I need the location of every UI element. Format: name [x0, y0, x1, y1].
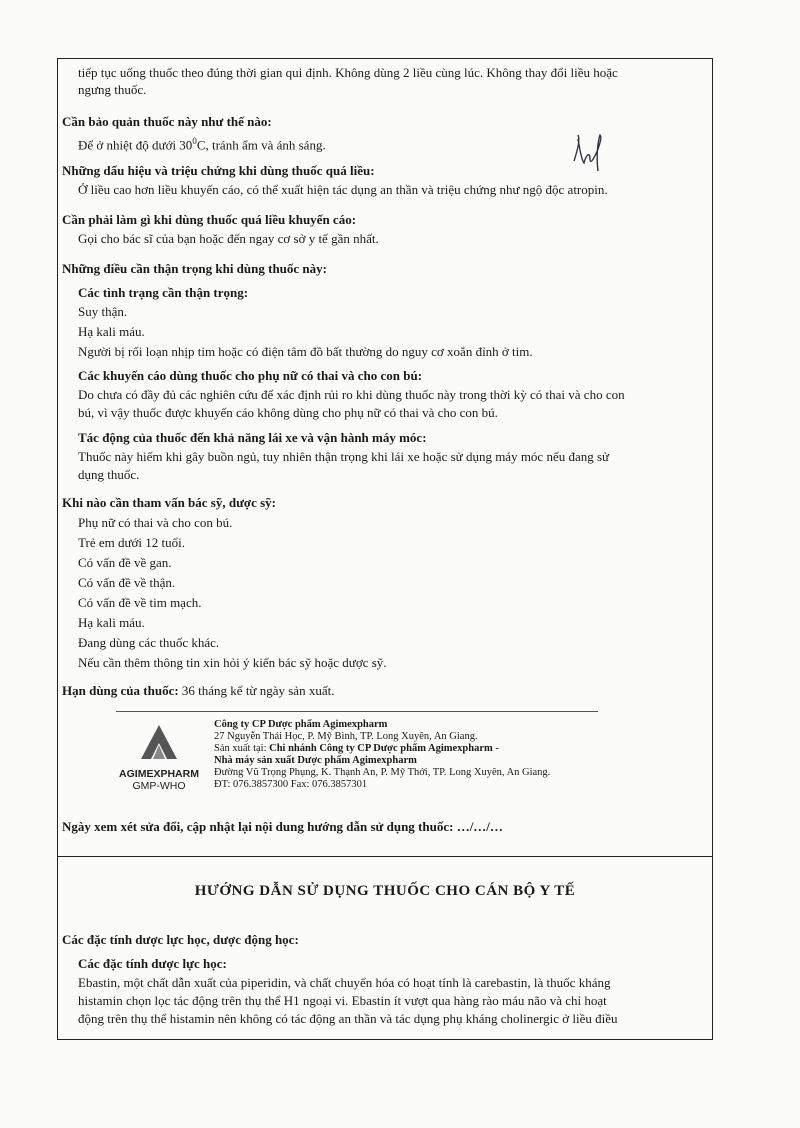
pharmacodynamics-line-1: Ebastin, một chất dẫn xuất của piperidin, và chất chuyển hóa có hoạt tính là carebastin, là thuốc kháng: [78, 975, 611, 990]
company-name: Công ty CP Dược phẩm Agimexpharm: [214, 719, 388, 730]
review-date-line: Ngày xem xét sửa đổi, cập nhật lại nội dung hướng dẫn sử dụng thuốc: …/…/…: [62, 819, 503, 834]
overdose-action-heading: Cần phải làm gì khi dùng thuốc quá liều khuyến cáo:: [62, 212, 357, 227]
consult-item: Phụ nữ có thai và cho con bú.: [78, 515, 233, 530]
production-site: Sản xuất tại: Chi nhánh Công ty CP Dược phẩm Agimexpharm -: [214, 743, 499, 754]
company-info: [214, 719, 550, 791]
healthcare-guide-title: HƯỚNG DẪN SỬ DỤNG THUỐC CHO CÁN BỘ Y TẾ: [194, 883, 576, 899]
overdose-signs-heading: Những dấu hiệu và triệu chứng khi dùng thuốc quá liều:: [62, 163, 375, 178]
factory-address: Đường Vũ Trọng Phụng, K. Thạnh An, P. Mỹ Thới, TP. Long Xuyên, An Giang.: [214, 767, 551, 778]
patient-section: [58, 59, 712, 857]
handwritten-signature: [568, 131, 612, 175]
pregnancy-line-2: bú, vì vậy thuốc được khuyến cáo không dùng cho phụ nữ có thai và cho con bú.: [78, 405, 498, 420]
precautions-heading: Những điều cần thận trọng khi dùng thuốc này:: [62, 261, 327, 276]
consult-heading: Khi nào cần tham vấn bác sỹ, dược sỹ:: [62, 495, 276, 510]
company-address: 27 Nguyễn Thái Học, P. Mỹ Bình, TP. Long Xuyên, An Giang.: [214, 731, 478, 742]
factory-name: Nhà máy sản xuất Dược phẩm Agimexpharm: [214, 755, 417, 766]
consult-item: Nếu cần thêm thông tin xin hỏi ý kiến bác sỹ hoặc dược sỹ.: [78, 655, 387, 670]
storage-heading: Cần bảo quản thuốc này như thế nào:: [62, 114, 272, 129]
driving-line-2: dụng thuốc.: [78, 467, 140, 482]
pharmacology-heading: Các đặc tính dược lực học, dược động học:: [62, 932, 299, 947]
overdose-action-text: Gọi cho bác sĩ của bạn hoặc đến ngay cơ sở y tế gần nhất.: [78, 231, 379, 246]
consult-item: Có vấn đề về gan.: [78, 555, 172, 570]
condition-item: Suy thận.: [78, 304, 128, 319]
pharmacodynamics-heading: Các đặc tính dược lực học:: [78, 956, 227, 971]
consult-item: Có vấn đề về tim mạch.: [78, 595, 202, 610]
driving-line-1: Thuốc này hiếm khi gây buồn ngủ, tuy nhiên thận trọng khi lái xe hoặc sử dụng máy móc nếu đang sử: [78, 449, 610, 464]
logo-certification: GMP-WHO: [132, 780, 186, 792]
pregnancy-line-1: Do chưa có đầy đủ các nghiên cứu để xác định rủi ro khi dùng thuốc này trong thời kỳ có thai và cho con: [78, 387, 625, 402]
overdose-signs-text: Ở liều cao hơn liều khuyến cáo, có thể xuất hiện tác dụng an thần và triệu chứng như ngộ độc atropin.: [78, 182, 608, 197]
intro-line-1: tiếp tục uống thuốc theo đúng thời gian qui định. Không dùng 2 liều cùng lúc. Không thay đổi liều hoặc: [78, 65, 618, 80]
driving-heading: Tác động của thuốc đến khả năng lái xe và vận hành máy móc:: [78, 430, 427, 445]
condition-item: Người bị rối loạn nhịp tim hoặc có điện tâm đồ bất thường do nguy cơ xoắn đỉnh ở tim.: [78, 344, 533, 359]
divider-line: [116, 711, 598, 712]
logo-triangle-icon: [139, 723, 179, 761]
consult-item: Có vấn đề về thận.: [78, 575, 176, 590]
consult-item: Trẻ em dưới 12 tuổi.: [78, 535, 185, 550]
company-logo: [116, 723, 202, 799]
consult-item: Hạ kali máu.: [78, 615, 145, 630]
expiry-line: Hạn dùng của thuốc: 36 tháng kể từ ngày sản xuất.: [62, 683, 335, 698]
condition-item: Hạ kali máu.: [78, 324, 145, 339]
pharmacodynamics-line-3: động trên thụ thể histamin nên không có tác động an thần và tác dụng phụ kháng cholinergic ở liều điều: [78, 1011, 618, 1026]
logo-brand: AGIMEXPHARM: [119, 768, 199, 780]
storage-text: Để ở nhiệt độ dưới $30^0C$, tránh ẩm và ánh sáng.: [78, 136, 326, 153]
document-frame: [57, 58, 713, 1040]
pregnancy-heading: Các khuyến cáo dùng thuốc cho phụ nữ có thai và cho con bú:: [78, 368, 423, 383]
consult-item: Đang dùng các thuốc khác.: [78, 635, 220, 650]
company-phone: ĐT: 076.3857300 Fax: 076.3857301: [214, 779, 368, 790]
pharmacodynamics-line-2: histamin chọn lọc tác động trên thụ thể H1 ngoại vi. Ebastin ít vượt qua hàng rào máu não và chỉ hoạt: [78, 993, 607, 1008]
intro-line-2: ngưng thuốc.: [78, 82, 147, 97]
conditions-heading: Các tình trạng cần thận trọng:: [78, 285, 249, 300]
